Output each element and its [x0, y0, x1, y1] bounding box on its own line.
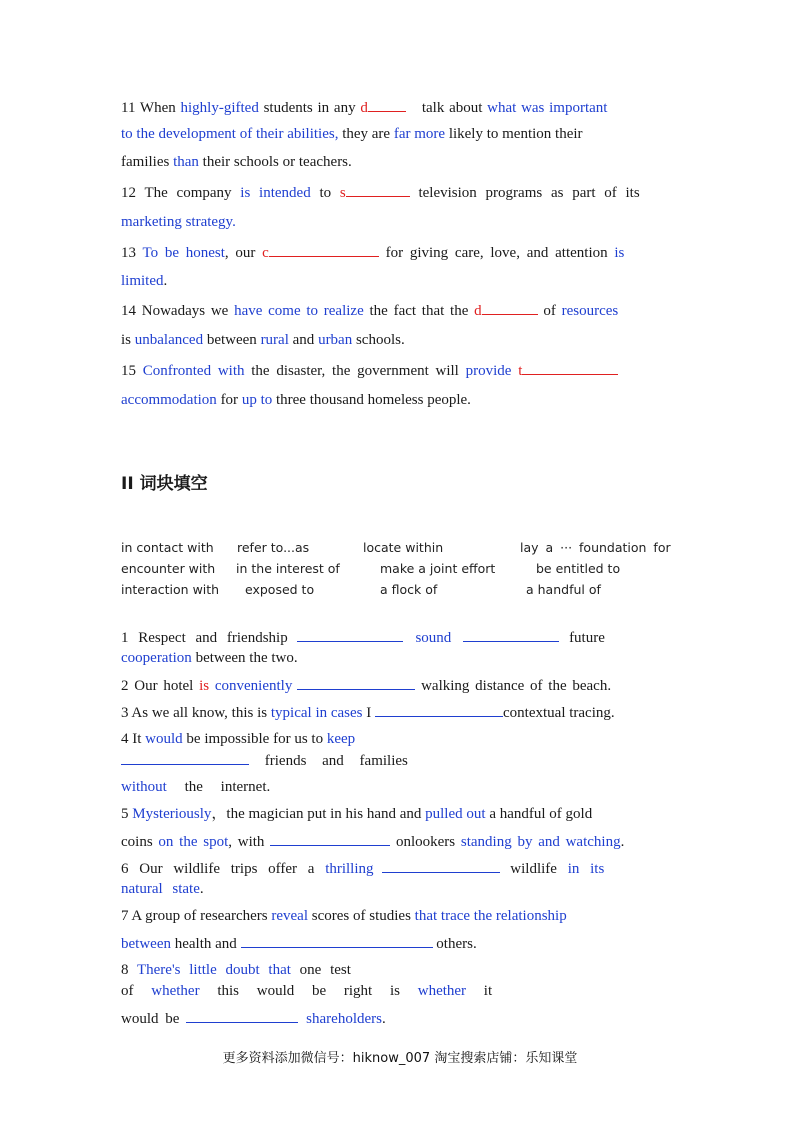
phrase-item: make a joint effort: [380, 561, 496, 576]
q13-line1: 13 To be honest, our c for giving care, love, and attention is: [121, 242, 624, 263]
q3-line1: 3 As we all know, this is typical in cases I contextual tracing.: [121, 702, 615, 723]
phrase-item: refer to...as: [237, 540, 310, 555]
hint-text: highly-gifted: [180, 100, 259, 116]
q7-line1: 7 A group of researchers reveal scores of studies that trace the relationship: [121, 908, 567, 924]
q11-line3: families than their schools or teachers.: [121, 154, 352, 170]
q11-line1: 11 When highly-gifted students in any d talk about what was important: [121, 97, 607, 118]
q8-line2: of whether this would be right is whether it: [121, 983, 493, 999]
answer-blank[interactable]: [186, 1008, 298, 1023]
q14-line1: 14 Nowadays we have come to realize the fact that the d of resources: [121, 300, 618, 321]
answer-blank[interactable]: [375, 702, 503, 717]
answer-blank[interactable]: [297, 675, 415, 690]
phrase-item: in contact with: [121, 540, 214, 555]
footer-note: 更多资料添加微信号：hiknow_007 淘宝搜索店铺：乐知课堂: [222, 1051, 578, 1066]
phrase-item: a handful of: [526, 582, 601, 597]
phrase-item: exposed to: [245, 582, 315, 597]
answer-blank[interactable]: [297, 627, 403, 642]
answer-blank[interactable]: [482, 300, 538, 315]
phrase-item: in the interest of: [236, 561, 340, 576]
q4-line1: 4 It would be impossible for us to keep: [121, 731, 356, 747]
q6-line2: natural state.: [121, 881, 204, 897]
q13-line2: limited.: [121, 273, 168, 289]
q8-line1: 8 There's little doubt that one test: [121, 962, 351, 978]
answer-blank[interactable]: [368, 97, 406, 112]
q12-line2: marketing strategy.: [121, 214, 236, 230]
phrase-item: a flock of: [380, 582, 438, 597]
phrase-item: encounter with: [121, 561, 216, 576]
hint-letter: d: [360, 100, 368, 116]
q5-line2: coins on the spot, with onlookers standing by and watching.: [121, 831, 624, 852]
q2-line1: 2 Our hotel is conveniently walking distance of the beach.: [121, 675, 611, 696]
answer-blank[interactable]: [241, 933, 433, 948]
q14-line2: is unbalanced between rural and urban schools.: [121, 332, 405, 348]
phrase-item: interaction with: [121, 582, 220, 597]
answer-blank[interactable]: [121, 750, 249, 765]
phrase-item: locate within: [363, 540, 444, 555]
q7-line2: between health and others.: [121, 933, 477, 954]
q1-line1: 1 Respect and friendship sound future: [121, 627, 605, 648]
q8-line3: would be shareholders.: [121, 1008, 386, 1029]
answer-blank[interactable]: [270, 831, 390, 846]
phrase-item: be entitled to: [536, 561, 621, 576]
answer-blank[interactable]: [382, 858, 500, 873]
answer-blank[interactable]: [269, 242, 379, 257]
section-heading: II 词块填空: [121, 474, 208, 494]
q11-line2: to the development of their abilities, they are far more likely to mention their: [121, 126, 583, 142]
answer-blank[interactable]: [463, 627, 559, 642]
answer-blank[interactable]: [522, 360, 618, 375]
q12-line1: 12 The company is intended to s television programs as part of its: [121, 182, 640, 203]
phrase-item: lay a ··· foundation for: [520, 540, 671, 555]
q4-line3: without the internet.: [121, 779, 271, 795]
q15-line1: 15 Confronted with the disaster, the government will provide t: [121, 360, 618, 381]
q6-line1: 6 Our wildlife trips offer a thrilling wildlife in its: [121, 858, 604, 879]
q5-line1: 5 Mysteriously，the magician put in his hand and pulled out a handful of gold: [121, 806, 593, 822]
q1-line2: cooperation between the two.: [121, 650, 298, 666]
q4-line2: friends and families: [121, 750, 408, 771]
answer-blank[interactable]: [346, 182, 410, 197]
q15-line2: accommodation for up to three thousand homeless people.: [121, 392, 471, 408]
